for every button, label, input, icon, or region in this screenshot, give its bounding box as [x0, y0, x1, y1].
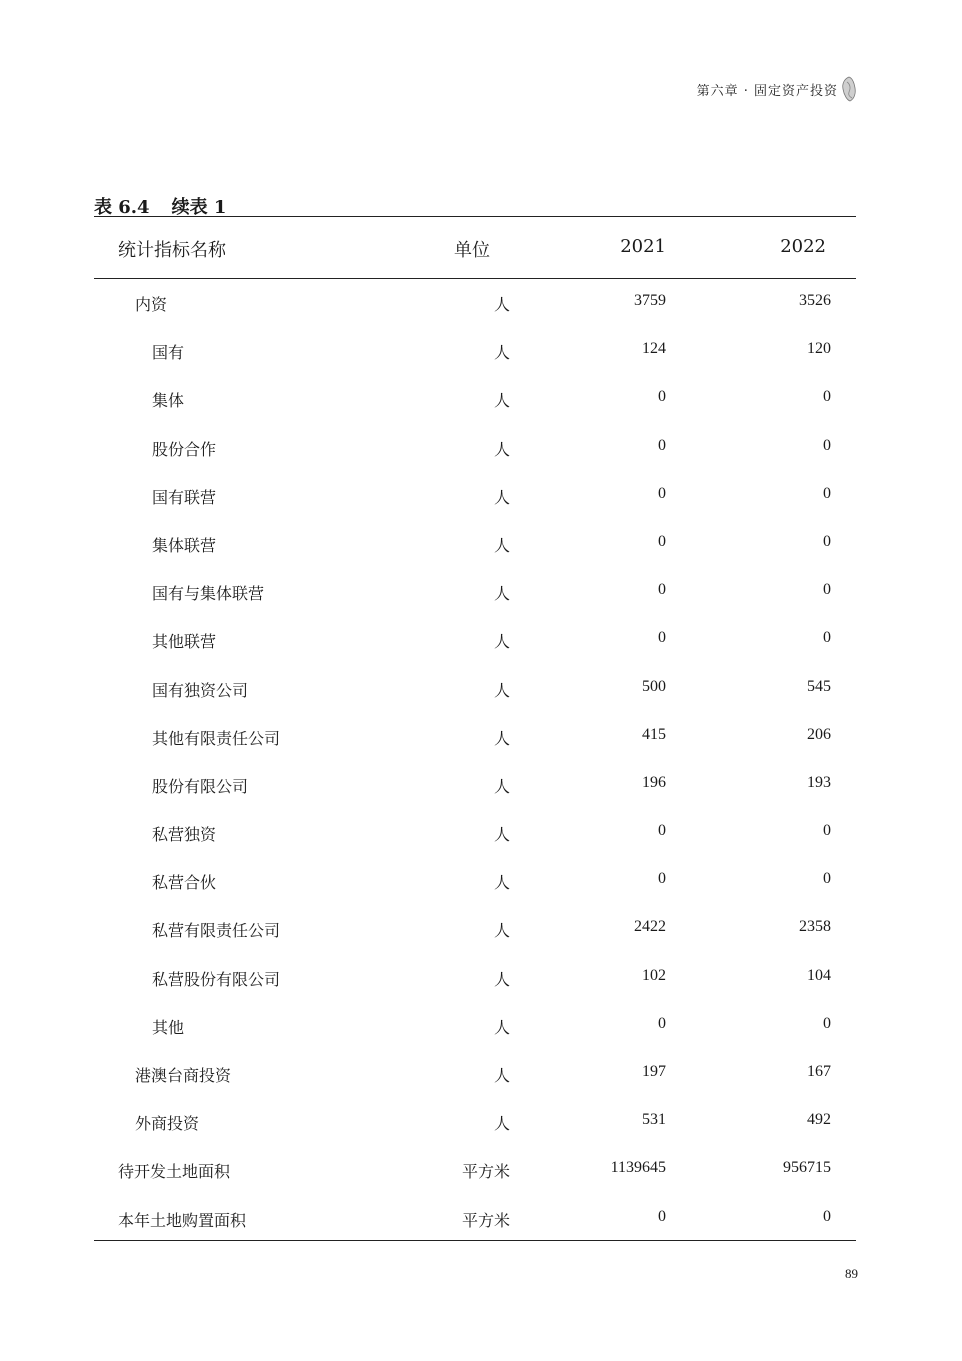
row-value-2022: 0 — [823, 436, 831, 454]
row-value-2021: 0 — [658, 1014, 666, 1032]
page-number: 89 — [845, 1266, 858, 1281]
row-value-2021: 0 — [658, 484, 666, 502]
row-value-2021: 124 — [642, 340, 666, 358]
row-unit: 人 — [493, 487, 510, 507]
row-value-2022: 193 — [807, 773, 831, 791]
row-unit: 平方米 — [461, 1210, 510, 1230]
row-value-2022: 0 — [823, 822, 831, 840]
row-indicator-name: 国有联营 — [152, 487, 217, 507]
table-row — [0, 423, 962, 471]
row-unit: 人 — [493, 825, 510, 845]
row-indicator-name: 私营独资 — [152, 825, 217, 845]
row-value-2022: 2358 — [799, 918, 831, 936]
row-value-2022: 206 — [807, 725, 831, 743]
row-value-2021: 197 — [642, 1063, 666, 1080]
row-value-2022: 545 — [807, 677, 831, 695]
row-value-2022: 0 — [823, 1014, 831, 1032]
table-row — [0, 519, 962, 567]
row-unit: 人 — [493, 535, 510, 555]
row-unit: 人 — [493, 439, 510, 459]
row-indicator-name: 私营有限责任公司 — [152, 921, 281, 941]
header-indicator-name: 统计指标名称 — [118, 240, 226, 261]
row-value-2022: 120 — [807, 340, 831, 358]
row-value-2021: 0 — [658, 436, 666, 454]
row-unit: 人 — [493, 1017, 510, 1037]
row-value-2021: 0 — [658, 581, 666, 599]
row-value-2021: 2422 — [634, 918, 666, 936]
row-value-2022: 492 — [807, 1111, 831, 1129]
row-unit: 人 — [493, 1066, 510, 1085]
header-year-2022: 2022 — [780, 236, 826, 257]
table-label: 表 6.4 — [94, 197, 150, 218]
row-indicator-name: 私营股份有限公司 — [152, 969, 281, 989]
table-row — [0, 326, 962, 374]
table-row — [0, 1145, 962, 1193]
row-indicator-name: 股份有限公司 — [152, 776, 249, 796]
table-row — [0, 615, 962, 663]
row-value-2022: 0 — [823, 870, 831, 888]
row-indicator-name: 股份合作 — [152, 439, 217, 459]
running-head: 第六章 · 固定资产投资 — [696, 84, 838, 99]
row-indicator-name: 内资 — [135, 295, 168, 314]
table-bottom-rule — [94, 1240, 856, 1241]
row-indicator-name: 港澳台商投资 — [135, 1066, 232, 1085]
row-value-2021: 0 — [658, 822, 666, 840]
row-value-2021: 531 — [642, 1111, 666, 1129]
table-row — [0, 278, 962, 326]
row-value-2021: 196 — [642, 773, 666, 791]
row-value-2021: 0 — [658, 870, 666, 888]
table-row — [0, 1097, 962, 1145]
row-value-2021: 3759 — [634, 292, 666, 309]
row-unit: 人 — [493, 1114, 510, 1134]
row-value-2022: 104 — [807, 966, 831, 984]
table-row — [0, 1194, 962, 1242]
row-unit: 人 — [493, 632, 510, 652]
row-value-2022: 167 — [807, 1063, 831, 1080]
row-indicator-name: 待开发土地面积 — [118, 1162, 231, 1182]
row-value-2022: 0 — [823, 532, 831, 550]
table-row — [0, 904, 962, 952]
row-value-2021: 0 — [658, 1207, 666, 1225]
row-indicator-name: 国有 — [152, 343, 185, 363]
table-row — [0, 374, 962, 422]
row-unit: 人 — [493, 584, 510, 604]
table-row — [0, 471, 962, 519]
row-unit: 平方米 — [461, 1162, 510, 1182]
row-value-2021: 1139645 — [610, 1159, 666, 1177]
row-unit: 人 — [493, 776, 510, 796]
row-unit: 人 — [493, 295, 510, 314]
row-value-2022: 0 — [823, 629, 831, 647]
table-row — [0, 1049, 962, 1097]
table-row — [0, 567, 962, 615]
row-indicator-name: 国有与集体联营 — [152, 584, 265, 604]
row-indicator-name: 本年土地购置面积 — [118, 1210, 247, 1230]
row-unit: 人 — [493, 873, 510, 893]
row-value-2021: 0 — [658, 629, 666, 647]
row-indicator-name: 其他联营 — [152, 632, 217, 652]
row-indicator-name: 集体 — [152, 391, 185, 411]
row-unit: 人 — [493, 728, 510, 748]
row-unit: 人 — [493, 391, 510, 411]
row-indicator-name: 其他有限责任公司 — [152, 728, 281, 748]
row-indicator-name: 国有独资公司 — [152, 680, 249, 700]
table-row — [0, 760, 962, 808]
row-unit: 人 — [493, 921, 510, 941]
row-indicator-name: 集体联营 — [152, 535, 217, 555]
row-value-2021: 0 — [658, 388, 666, 406]
row-value-2022: 0 — [823, 484, 831, 502]
row-unit: 人 — [493, 343, 510, 363]
table-row — [0, 1001, 962, 1049]
row-value-2022: 0 — [823, 581, 831, 599]
row-value-2021: 0 — [658, 532, 666, 550]
row-indicator-name: 私营合伙 — [152, 873, 217, 893]
table-top-rule — [94, 216, 856, 217]
table-row — [0, 953, 962, 1001]
table-continuation: 续表 1 — [171, 197, 227, 218]
row-indicator-name: 其他 — [152, 1017, 185, 1037]
table-row — [0, 856, 962, 904]
row-value-2021: 500 — [642, 677, 666, 695]
table-row — [0, 712, 962, 760]
row-value-2022: 0 — [823, 388, 831, 406]
table-body — [0, 278, 962, 1242]
row-value-2022: 3526 — [799, 292, 831, 309]
chapter-ornament-icon — [841, 76, 857, 102]
row-unit: 人 — [493, 680, 510, 700]
header-year-2021: 2021 — [620, 236, 666, 257]
table-row — [0, 808, 962, 856]
row-unit: 人 — [493, 969, 510, 989]
row-value-2021: 415 — [642, 725, 666, 743]
row-value-2022: 0 — [823, 1207, 831, 1225]
header-unit: 单位 — [454, 240, 490, 261]
row-indicator-name: 外商投资 — [135, 1114, 200, 1134]
row-value-2021: 102 — [642, 966, 666, 984]
row-value-2022: 956715 — [783, 1159, 831, 1177]
table-row — [0, 664, 962, 712]
